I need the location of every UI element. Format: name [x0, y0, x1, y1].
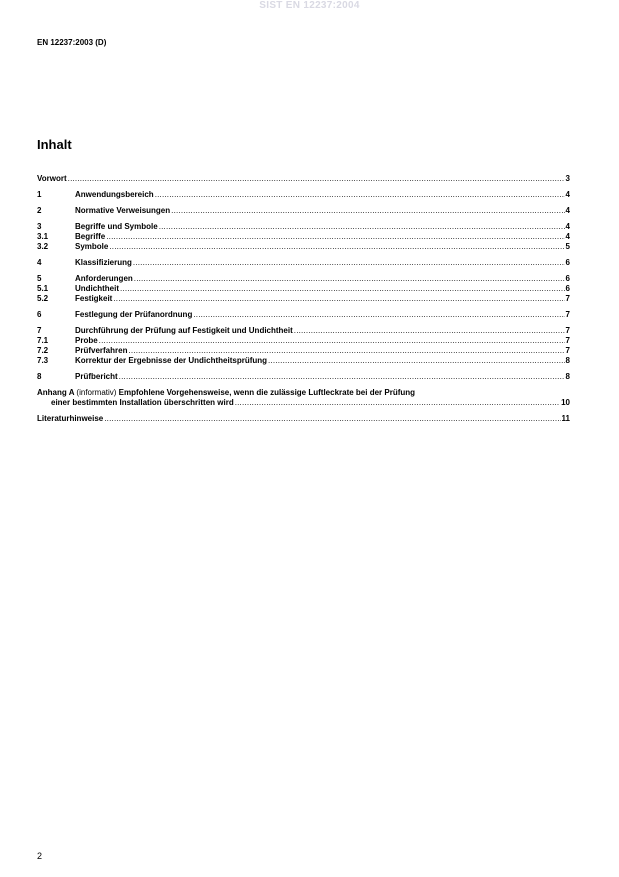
watermark: SIST EN 12237:2004: [259, 0, 360, 11]
dot-leader: [109, 242, 564, 252]
annex-label: Anhang A: [37, 388, 75, 397]
dot-leader: [113, 294, 564, 304]
toc-entry-number: 7.2: [37, 346, 49, 355]
toc-entry-page: 7: [565, 310, 570, 319]
toc-entry-page: 6: [565, 274, 570, 283]
annex-title-line2: einer bestimmten Installation überschritten wird: [51, 398, 234, 407]
toc-entry-page: 4: [565, 232, 570, 241]
toc-entry-page: 5: [565, 242, 570, 251]
toc-entry-5[interactable]: [37, 274, 570, 284]
toc-entry-7[interactable]: [37, 326, 570, 336]
toc-entry-number: 2: [37, 206, 42, 215]
toc-entry-title: Symbole: [75, 242, 109, 251]
toc-entry-title: Anforderungen: [75, 274, 133, 283]
dot-leader: [120, 284, 565, 294]
page-number: 2: [37, 851, 43, 861]
toc-entry-3[interactable]: [37, 222, 570, 232]
annex-qualifier: (informativ): [76, 388, 117, 397]
toc-entry-title: Festigkeit: [75, 294, 113, 303]
dot-leader: [235, 398, 560, 408]
toc-entry-4[interactable]: [37, 258, 570, 268]
toc-entry-title: Begriffe: [75, 232, 106, 241]
toc-entry-number: 4: [37, 258, 42, 267]
toc-entry-page: 7: [565, 326, 570, 335]
toc-entry-number: 3.1: [37, 232, 49, 241]
toc-entry-number: 5.2: [37, 294, 49, 303]
toc-entry-number: 7.3: [37, 356, 49, 365]
table-of-contents: [37, 174, 570, 424]
toc-entry-page: 10: [561, 398, 570, 407]
toc-entry-page: 8: [565, 356, 570, 365]
toc-entry-title: Korrektur der Ergebnisse der Undichtheitsprüfung: [75, 356, 268, 365]
toc-entry-7-3[interactable]: [37, 356, 570, 366]
dot-leader: [155, 190, 565, 200]
toc-entry-number: 1: [37, 190, 42, 199]
toc-entry-vorwort[interactable]: [37, 174, 570, 184]
toc-entry-number: 7: [37, 326, 42, 335]
toc-entry-title: Probe: [75, 336, 98, 345]
toc-entry-page: 7: [565, 336, 570, 345]
toc-entry-1[interactable]: [37, 190, 570, 200]
dot-leader: [128, 346, 564, 356]
toc-entry-7-2[interactable]: [37, 346, 570, 356]
toc-entry-page: 6: [565, 284, 570, 293]
toc-entry-page: 4: [565, 222, 570, 231]
dot-leader: [119, 372, 565, 382]
toc-entry-2[interactable]: [37, 206, 570, 216]
toc-entry-number: 8: [37, 372, 42, 381]
toc-entry-number: 5: [37, 274, 42, 283]
toc-entry-page: 3: [565, 174, 570, 183]
dot-leader: [133, 258, 565, 268]
toc-entry-5-2[interactable]: [37, 294, 570, 304]
toc-entry-literatur[interactable]: [37, 414, 570, 424]
dot-leader: [68, 174, 565, 184]
annex-title-line1: Empfohlene Vorgehensweise, wenn die zulässige Luftleckrate bei der Prüfung: [118, 388, 416, 397]
toc-entry-title: Literaturhinweise: [37, 414, 104, 423]
toc-entry-8[interactable]: [37, 372, 570, 382]
dot-leader: [99, 336, 565, 346]
toc-entry-number: 3: [37, 222, 42, 231]
toc-entry-number: 6: [37, 310, 42, 319]
dot-leader: [193, 310, 564, 320]
dot-leader: [106, 232, 564, 242]
toc-entry-7-1[interactable]: [37, 336, 570, 346]
toc-entry-title: [37, 388, 415, 398]
toc-entry-title: Durchführung der Prüfung auf Festigkeit und Undichtheit: [75, 326, 293, 335]
dot-leader: [268, 356, 565, 366]
toc-entry-title: Festlegung der Prüfanordnung: [75, 310, 193, 319]
dot-leader: [104, 414, 560, 424]
toc-entry-number: 3.2: [37, 242, 49, 251]
toc-entry-page: 7: [565, 346, 570, 355]
toc-entry-page: 6: [565, 258, 570, 267]
toc-entry-number: 5.1: [37, 284, 49, 293]
toc-entry-title: Vorwort: [37, 174, 67, 183]
toc-entry-title: Undichtheit: [75, 284, 119, 293]
toc-entry-page: 7: [565, 294, 570, 303]
toc-entry-6[interactable]: [37, 310, 570, 320]
toc-entry-5-1[interactable]: [37, 284, 570, 294]
dot-leader: [171, 206, 564, 216]
toc-entry-title: Prüfbericht: [75, 372, 118, 381]
toc-entry-page: 11: [561, 414, 570, 423]
toc-entry-page: 4: [565, 190, 570, 199]
toc-entry-annex-a-continued[interactable]: [37, 398, 570, 408]
toc-entry-page: 8: [565, 372, 570, 381]
toc-entry-title: Begriffe und Symbole: [75, 222, 158, 231]
dot-leader: [159, 222, 565, 232]
dot-leader: [294, 326, 565, 336]
toc-entry-title: Normative Verweisungen: [75, 206, 171, 215]
toc-entry-title: Klassifizierung: [75, 258, 132, 267]
dot-leader: [134, 274, 565, 284]
toc-entry-title: Anwendungsbereich: [75, 190, 154, 199]
toc-entry-page: 4: [565, 206, 570, 215]
page-title: Inhalt: [37, 137, 72, 152]
toc-entry-3-1[interactable]: [37, 232, 570, 242]
toc-entry-3-2[interactable]: [37, 242, 570, 252]
document-id: EN 12237:2003 (D): [37, 38, 107, 47]
toc-entry-annex-a[interactable]: [37, 388, 570, 398]
toc-entry-number: 7.1: [37, 336, 49, 345]
toc-entry-title: Prüfverfahren: [75, 346, 128, 355]
